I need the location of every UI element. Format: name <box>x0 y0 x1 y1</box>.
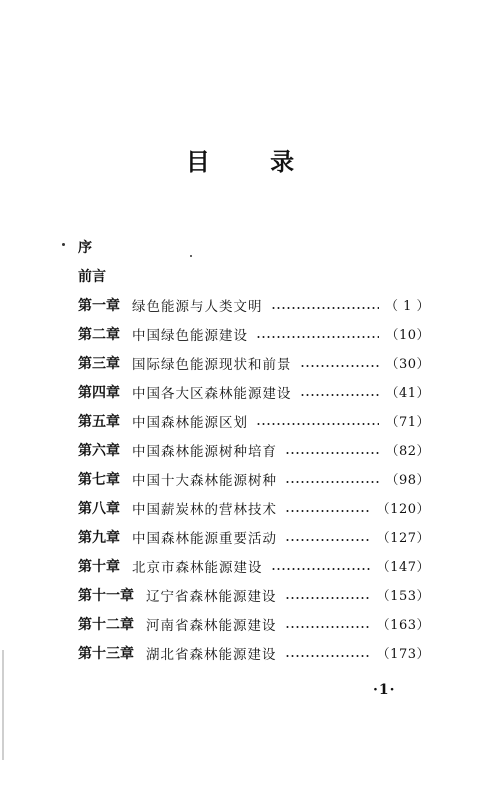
chapter-number: 第十章 <box>78 558 120 575</box>
chapter-title: 中国薪炭林的营林技术 <box>132 501 277 518</box>
toc-entry-label: 前言 <box>78 268 106 285</box>
toc-entry-chapter[interactable] <box>78 638 430 667</box>
chapter-page-number: （10） <box>385 328 430 343</box>
dot-leader <box>300 394 380 396</box>
dot-leader <box>271 307 379 309</box>
chapter-number: 第六章 <box>78 442 120 459</box>
chapter-page-number: （153） <box>376 589 430 604</box>
chapter-title: 中国森林能源重要活动 <box>132 530 277 547</box>
toc-entry-foreword[interactable] <box>78 261 430 290</box>
dot-leader <box>285 655 371 657</box>
chapter-title: 国际绿色能源现状和前景 <box>132 356 292 373</box>
dot-leader <box>285 452 379 454</box>
page-folio-number: ·1· <box>373 682 396 698</box>
chapter-title: 中国绿色能源建设 <box>132 327 248 344</box>
toc-entry-chapter[interactable] <box>78 377 430 406</box>
chapter-page-number: （30） <box>385 357 430 372</box>
toc-entry-chapter[interactable] <box>78 290 430 319</box>
chapter-title: 中国森林能源区划 <box>132 414 248 431</box>
toc-entry-chapter[interactable] <box>78 580 430 609</box>
chapter-number: 第七章 <box>78 471 120 488</box>
chapter-number: 第九章 <box>78 529 120 546</box>
chapter-title: 绿色能源与人类文明 <box>132 298 263 315</box>
toc-entry-label: 序 <box>78 239 92 256</box>
toc-entry-chapter[interactable] <box>78 464 430 493</box>
chapter-page-number: （127） <box>376 531 430 546</box>
chapter-number: 第一章 <box>78 297 120 314</box>
chapter-title: 河南省森林能源建设 <box>146 617 277 634</box>
chapter-title: 中国森林能源树种培育 <box>132 443 277 460</box>
chapter-number: 第十三章 <box>78 645 134 662</box>
toc-entry-chapter[interactable] <box>78 319 430 348</box>
chapter-title: 中国各大区森林能源建设 <box>132 385 292 402</box>
dot-leader <box>285 481 379 483</box>
stray-dot-mark <box>62 243 65 246</box>
chapter-title: 辽宁省森林能源建设 <box>146 588 277 605</box>
chapter-number: 第二章 <box>78 326 120 343</box>
dot-leader <box>285 597 371 599</box>
chapter-number: 第十一章 <box>78 587 134 604</box>
toc-entry-preface[interactable] <box>78 232 430 261</box>
dot-leader <box>256 336 379 338</box>
chapter-number: 第十二章 <box>78 616 134 633</box>
toc-entry-chapter[interactable] <box>78 551 430 580</box>
dot-leader <box>271 568 371 570</box>
toc-entry-chapter[interactable] <box>78 522 430 551</box>
chapter-page-number: （173） <box>376 647 430 662</box>
dot-leader <box>285 626 371 628</box>
chapter-page-number: （71） <box>385 415 430 430</box>
dot-leader <box>256 423 379 425</box>
toc-entry-chapter[interactable] <box>78 493 430 522</box>
toc-entry-chapter[interactable] <box>78 435 430 464</box>
chapter-number: 第八章 <box>78 500 120 517</box>
chapter-page-number: （120） <box>376 502 430 517</box>
chapter-number: 第四章 <box>78 384 120 401</box>
toc-entry-chapter[interactable] <box>78 609 430 638</box>
chapter-page-number: （ 1 ） <box>384 299 430 314</box>
dot-leader <box>300 365 380 367</box>
chapter-title: 湖北省森林能源建设 <box>146 646 277 663</box>
chapter-page-number: （98） <box>385 473 430 488</box>
page-title: 目 录 <box>185 148 321 176</box>
chapter-page-number: （82） <box>385 444 430 459</box>
chapter-number: 第三章 <box>78 355 120 372</box>
toc-entry-chapter[interactable] <box>78 348 430 377</box>
dot-leader <box>285 539 371 541</box>
chapter-page-number: （163） <box>376 618 430 633</box>
chapter-page-number: （41） <box>385 386 430 401</box>
chapter-title: 北京市森林能源建设 <box>132 559 263 576</box>
chapter-page-number: （147） <box>376 560 430 575</box>
scan-edge-shadow <box>2 650 4 760</box>
toc-entry-chapter[interactable] <box>78 406 430 435</box>
chapter-number: 第五章 <box>78 413 120 430</box>
dot-leader <box>285 510 371 512</box>
chapter-title: 中国十大森林能源树种 <box>132 472 277 489</box>
table-of-contents <box>78 232 430 667</box>
